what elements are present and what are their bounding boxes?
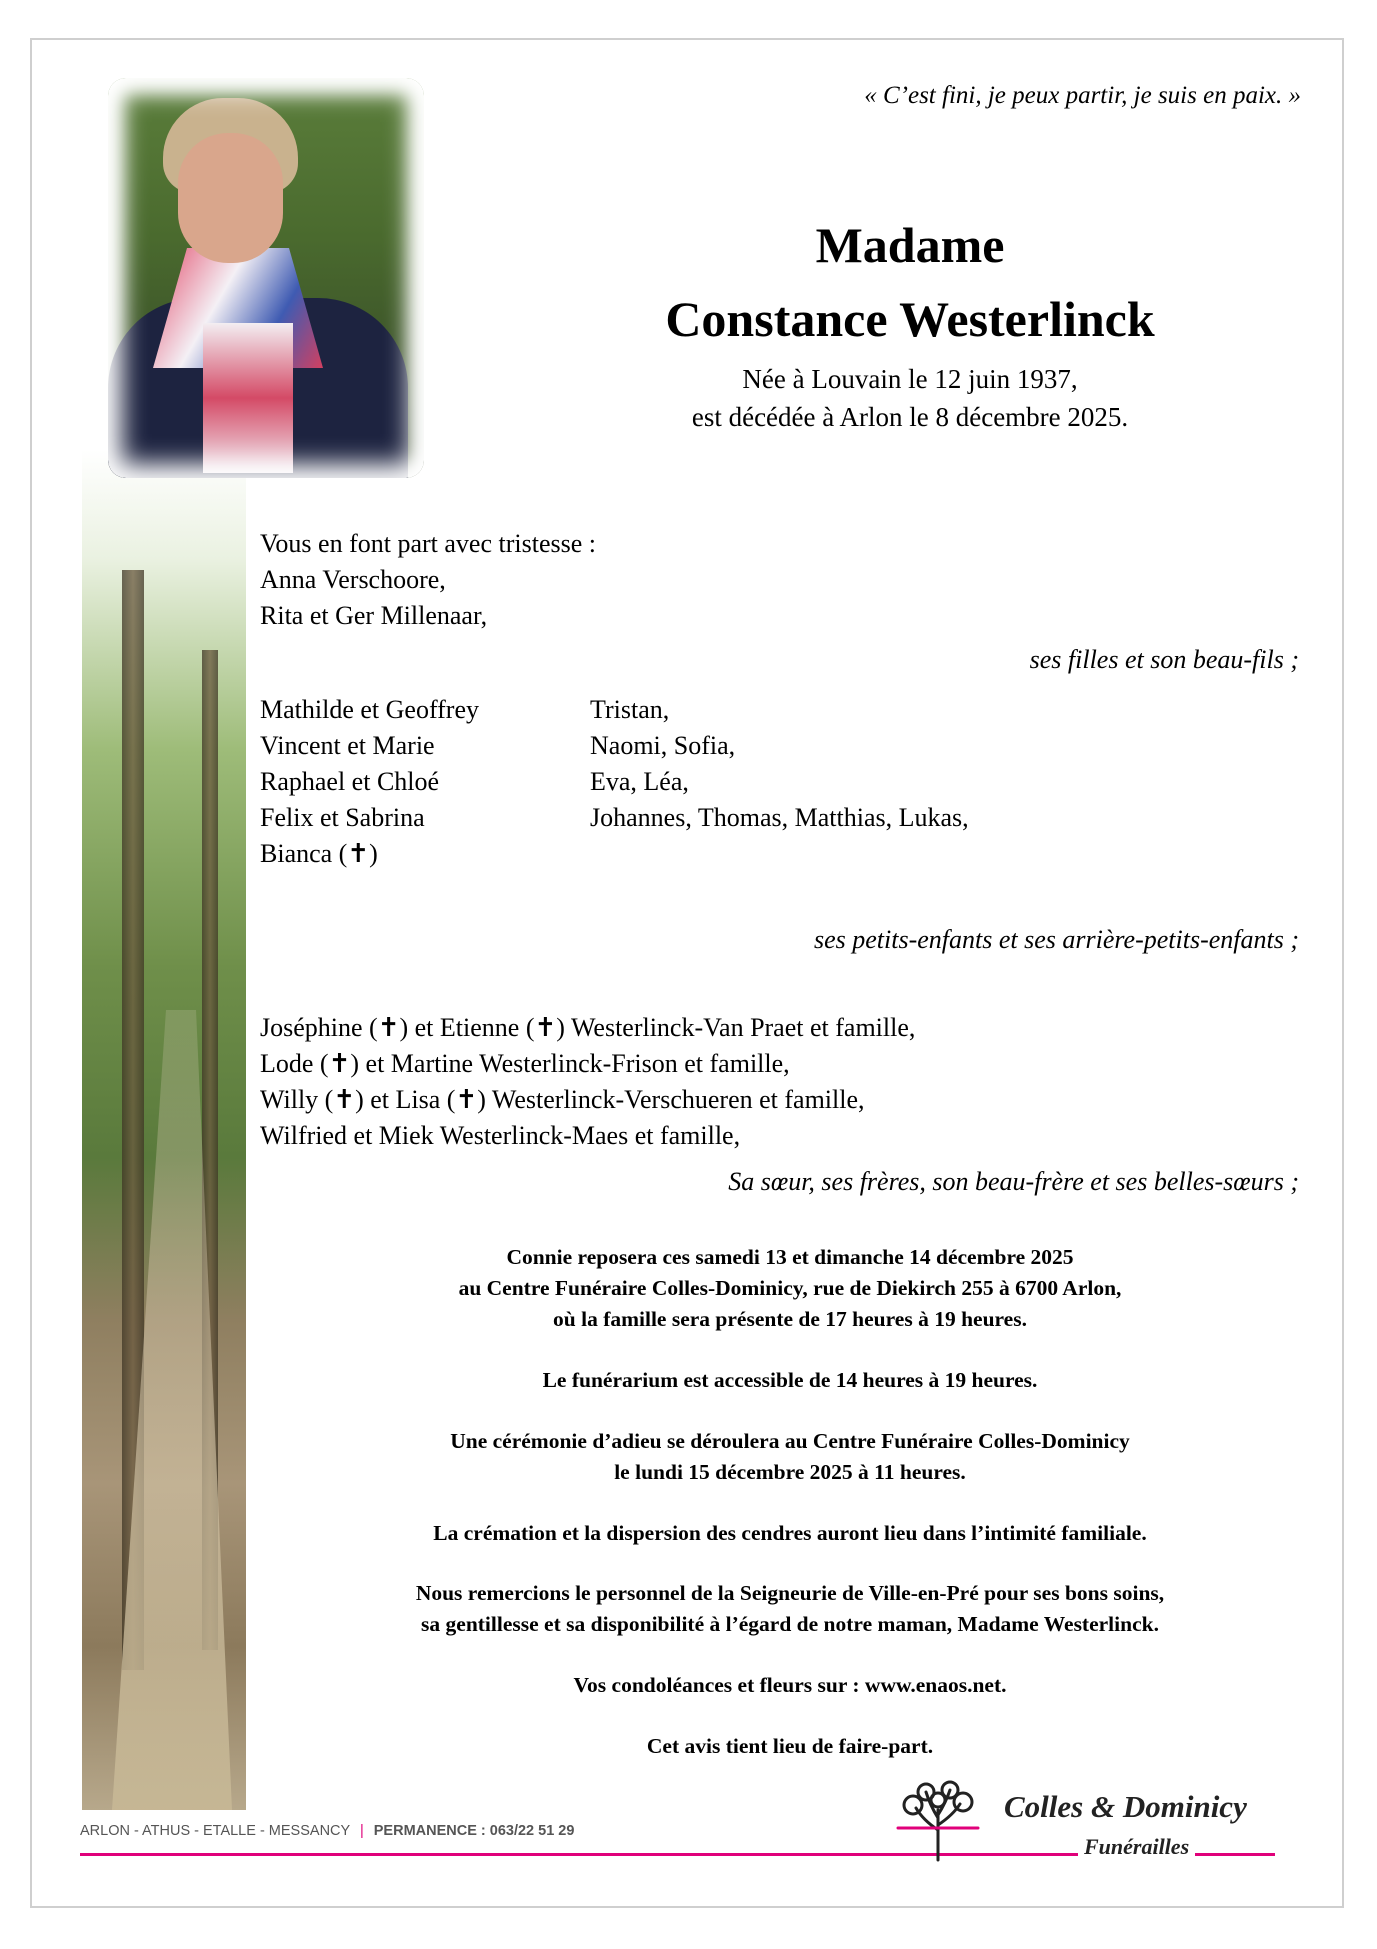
forest-path-image [82,450,246,1810]
grandchild-parents: Mathilde et Geoffrey [260,695,479,724]
siblings-block [260,1010,915,1154]
footer-separator: | [359,1823,364,1839]
grandchild-children: Eva, Léa, [590,767,689,796]
grandchild-row [260,767,689,797]
grandchild-parents: Vincent et Marie [260,731,435,760]
siblings-relation: Sa sœur, ses frères, son beau-frère et ses belles-sœurs ; [728,1167,1299,1196]
sibling-line: Wilfried et Miek Westerlinck-Maes et famille, [260,1121,741,1150]
portrait-photo [108,78,424,478]
sibling-line: Lode (✝) et Martine Westerlinck-Frison et famille, [260,1049,790,1078]
visitation-line: Connie reposera ces samedi 13 et dimanche 14 décembre 2025 [506,1245,1074,1269]
grandchild-children: Johannes, Thomas, Matthias, Lukas, [590,803,969,832]
footer-permanence: PERMANENCE : 063/22 51 29 [373,1823,575,1839]
grandchild-row [260,695,670,725]
brand-subtitle: Funérailles [1078,1834,1195,1860]
visitation-line: où la famille sera présente de 17 heures à 19 heures. [553,1307,1027,1331]
visitation-info [260,1242,1320,1335]
birth-death-info [560,360,1260,436]
death-line: est décédée à Arlon le 8 décembre 2025. [691,402,1129,432]
thanks-line: Nous remercions le personnel de la Seigneurie de Ville-en-Pré pour ses bons soins, [415,1581,1165,1605]
grandchild-row [260,731,736,761]
announce-intro: Vous en font part avec tristesse : [260,529,596,558]
ceremony-line: le lundi 15 décembre 2025 à 11 heures. [614,1460,966,1484]
thanks-info [260,1578,1320,1640]
visitation-line: au Centre Funéraire Colles-Dominicy, rue de Diekirch 255 à 6700 Arlon, [458,1276,1122,1300]
sibling-line: Joséphine (✝) et Etienne (✝) Westerlinck-Van Praet et famille, [260,1013,916,1042]
announce-name: Anna Verschoore, [260,565,446,594]
epigraph-quote: « C’est fini, je peux partir, je suis en paix. » [864,82,1301,109]
grandchild-row [260,803,969,833]
deceased-title: Madame [815,217,1005,273]
footer-locations: ARLON - ATHUS - ETALLE - MESSANCY [80,1823,350,1839]
footer-contact [80,1823,574,1839]
grandchild-parents: Felix et Sabrina [260,803,425,832]
funerarium-hours: Le funérarium est accessible de 14 heures à 19 heures. [542,1368,1038,1392]
condolences-link[interactable]: Vos condoléances et fleurs sur : www.enaos.net. [573,1673,1007,1697]
announce-block [260,526,596,634]
grandchild-row [260,839,378,869]
grandchild-parents: Bianca (✝) [260,839,378,868]
brand-name: Colles & Dominicy [1004,1789,1247,1824]
grandchildren-relation: ses petits-enfants et ses arrière-petits-enfants ; [813,925,1299,954]
thanks-line: sa gentillesse et sa disponibilité à l’égard de notre maman, Madame Westerlinck. [421,1612,1159,1636]
notice-line: Cet avis tient lieu de faire-part. [646,1734,934,1758]
announce-name: Rita et Ger Millenaar, [260,601,488,630]
ceremony-line: Une cérémonie d’adieu se déroulera au Centre Funéraire Colles-Dominicy [450,1429,1130,1453]
grandchild-children: Naomi, Sofia, [590,731,736,760]
sibling-line: Willy (✝) et Lisa (✝) Westerlinck-Verschueren et famille, [260,1085,865,1114]
ceremony-info [260,1426,1320,1488]
cremation-info: La crémation et la dispersion des cendres auront lieu dans l’intimité familiale. [433,1521,1147,1545]
tree-logo-icon [888,1780,988,1862]
grandchild-children: Tristan, [590,695,670,724]
grandchild-parents: Raphael et Chloé [260,767,440,796]
deceased-name: Constance Westerlinck [665,291,1155,347]
birth-line: Née à Louvain le 12 juin 1937, [742,364,1078,394]
daughters-relation: ses filles et son beau-fils ; [1029,645,1299,674]
